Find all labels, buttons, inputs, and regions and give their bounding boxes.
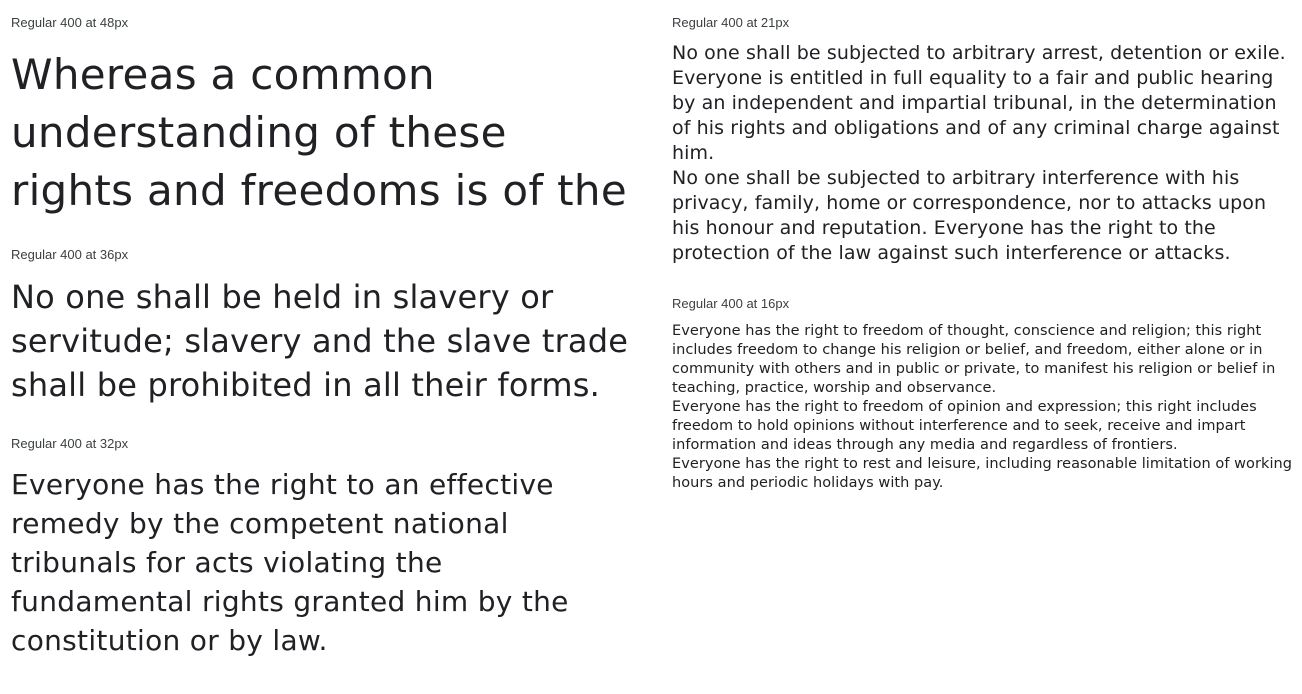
specimen-regular-32 xyxy=(11,436,631,660)
specimen-label: Regular 400 at 32px xyxy=(11,436,129,451)
specimen-regular-48 xyxy=(11,0,631,220)
specimen-paragraph: Everyone has the right to freedom of opinion and expression; this right includes freedom to hold opinions without interference and to seek, receive and impart information and ideas through any media and regardless of frontiers. xyxy=(672,399,1257,453)
specimen-label: Regular 400 at 21px xyxy=(672,15,790,30)
specimen-paragraph: Everyone has the right to rest and leisure, including reasonable limitation of working hours and periodic holidays with pay. xyxy=(672,456,1293,491)
specimen-regular-36 xyxy=(11,247,631,407)
specimen-text xyxy=(672,322,1298,493)
left-column xyxy=(11,0,631,660)
specimen-text: Everyone has the right to an effective remedy by the competent national tribunals for acts violating the fundamental rights granted him by the constitution or by law. xyxy=(11,468,569,657)
specimen-paragraph: Everyone has the right to freedom of thought, conscience and religion; this right includes freedom to change his religion or belief, and freedom, either alone or in community with others and in public or private, to manifest his religion or belief in teaching, practice, worship and observance. xyxy=(672,323,1276,396)
specimen-paragraph: No one shall be subjected to arbitrary arrest, detention or exile. xyxy=(672,42,1286,64)
specimen-label: Regular 400 at 36px xyxy=(11,247,129,262)
specimen-paragraph: No one shall be subjected to arbitrary interference with his privacy, family, home or correspondence, nor to attacks upon his honour and reputation. Everyone has the right to the protection of the law against such interference or attacks. xyxy=(672,167,1267,264)
specimen-paragraph: Everyone is entitled in full equality to a fair and public hearing by an independent and impartial tribunal, in the determination of his rights and obligations and of any criminal charge against him. xyxy=(672,67,1280,164)
specimen-text: Whereas a common understanding of these rights and freedoms is of the xyxy=(11,50,627,215)
specimen-text: No one shall be held in slavery or servitude; slavery and the slave trade shall be prohibited in all their forms. xyxy=(11,278,629,404)
specimen-label: Regular 400 at 16px xyxy=(672,296,790,311)
specimen-regular-16 xyxy=(672,296,1298,493)
specimen-text xyxy=(672,41,1298,266)
right-column xyxy=(672,0,1298,493)
specimen-regular-21 xyxy=(672,0,1298,266)
specimen-label: Regular 400 at 48px xyxy=(11,15,129,30)
